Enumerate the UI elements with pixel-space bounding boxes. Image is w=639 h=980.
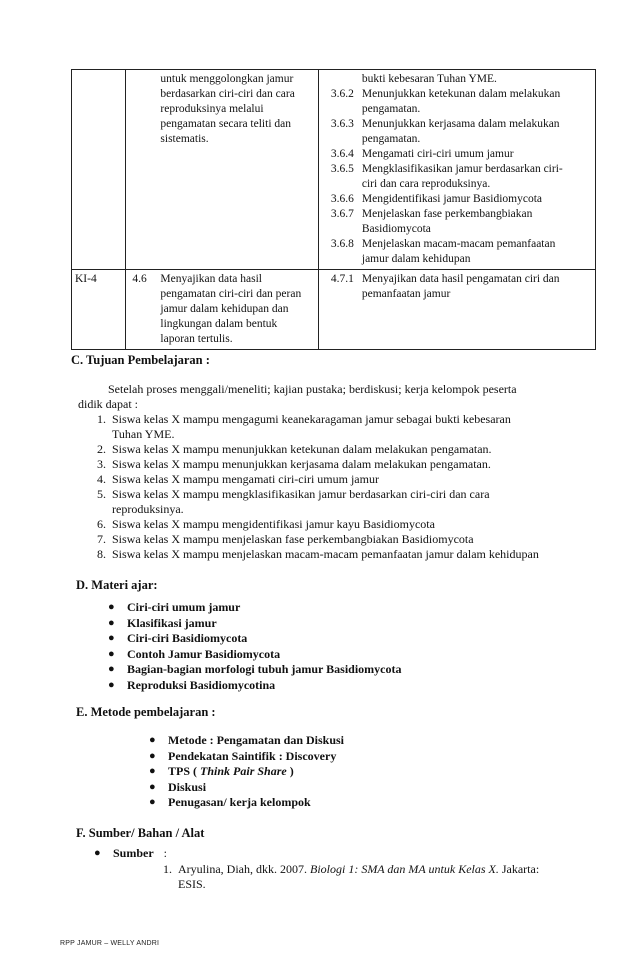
list-item: 6. Siswa kelas X mampu mengidentifikasi jamur kayu Basidiomycota	[97, 517, 435, 531]
bullet-icon: ●	[149, 780, 156, 793]
bullet-icon: ●	[108, 647, 115, 660]
list-item: 5. Siswa kelas X mampu mengklasifikasikan jamur berdasarkan ciri-ciri dan cara reproduksinya.	[97, 487, 490, 516]
section-d-heading: D. Materi ajar:	[76, 578, 158, 592]
indicator-item: 3.6.8 Menjelaskan macam-macam pemanfaatan	[330, 238, 556, 250]
list-item: ● Penugasan/ kerja kelompok	[149, 795, 311, 809]
sources-label: Sumber	[113, 846, 154, 860]
list-item: ● Ciri-ciri umum jamur	[108, 600, 241, 614]
bullet-icon: ●	[108, 632, 115, 644]
bullet-icon: ●	[108, 663, 115, 675]
kd-line: pengamatan ciri-ciri dan peran	[160, 288, 302, 300]
kd-line: lingkungan dalam bentuk	[160, 318, 278, 330]
indicator-item: 3.6.4 Mengamati ciri-ciri umum jamur	[330, 148, 514, 160]
list-item: ● Bagian-bagian morfologi tubuh jamur Basidiomycota	[108, 662, 402, 676]
list-item: 4. Siswa kelas X mampu mengamati ciri-ciri umum jamur	[97, 472, 379, 486]
list-item: ● Contoh Jamur Basidiomycota	[108, 646, 281, 661]
list-item: 7. Siswa kelas X mampu menjelaskan fase perkembangbiakan Basidiomycota	[97, 532, 474, 546]
bullet-icon: ●	[108, 616, 115, 629]
section-c-intro-cont: didik dapat :	[78, 397, 138, 411]
sources-bullet: ● Sumber :	[94, 846, 168, 860]
reference-item: 1. Aryulina, Diah, dkk. 2007. Biologi 1: SMA dan MA untuk Kelas X. Jakarta: ESIS.	[163, 862, 540, 891]
kd-line: reproduksinya melalui	[160, 103, 264, 115]
kd-line: untuk menggolongkan jamur	[160, 73, 294, 85]
materials-list	[108, 600, 588, 693]
kd-line: Menyajikan data hasil	[160, 273, 262, 285]
kd-cell	[126, 70, 318, 270]
indicator-item: 3.6.7 Menjelaskan fase perkembangbiakan	[330, 208, 533, 220]
list-item: ● Diskusi	[149, 779, 207, 794]
table-row	[72, 70, 596, 270]
kd-line: berdasarkan ciri-ciri dan cara	[160, 88, 295, 100]
learning-objectives-list	[84, 412, 604, 562]
bullet-icon: ●	[149, 765, 156, 777]
bullet-icon: ●	[108, 678, 115, 691]
list-item: ● Klasifikasi jamur	[108, 615, 217, 630]
section-e-heading: E. Metode pembelajaran :	[76, 705, 216, 719]
section-c-heading: C. Tujuan Pembelajaran :	[71, 353, 210, 367]
list-item: 2. Siswa kelas X mampu menunjukkan ketekunan dalam melakukan pengamatan.	[97, 442, 492, 456]
methods-list	[149, 733, 589, 811]
ki-cell	[72, 70, 126, 270]
page-footer: RPP JAMUR – WELLY ANDRI	[60, 940, 160, 947]
indicator-item: 3.6.5 Mengklasifikasikan jamur berdasarkan ciri-	[330, 163, 563, 175]
list-item: ● Pendekatan Saintifik : Discovery	[149, 748, 337, 763]
bullet-icon: ●	[108, 601, 115, 613]
bullet-icon: ●	[149, 796, 156, 808]
ki-cell: KI-4	[72, 270, 126, 350]
table-row	[72, 270, 596, 350]
kd-line: pengamatan secara teliti dan	[160, 118, 291, 130]
indicator-item: bukti kebesaran Tuhan YME.	[361, 73, 497, 85]
kd-number: 4.6	[132, 273, 147, 285]
list-item: ● Ciri-ciri Basidiomycota	[108, 631, 248, 645]
list-item: ● Metode : Pengamatan dan Diskusi	[149, 733, 345, 747]
indicator-item: 3.6.2 Menunjukkan ketekunan dalam melakukan	[330, 88, 561, 100]
section-c-intro: Setelah proses menggali/meneliti; kajian pustaka; berdiskusi; kerja kelompok peserta	[108, 382, 517, 396]
kd-line: jamur dalam kehidupan dan	[160, 303, 289, 315]
competency-table	[71, 69, 596, 350]
bullet-icon: ●	[149, 734, 156, 746]
kd-cell	[126, 270, 318, 350]
bullet-icon: ●	[149, 749, 156, 762]
section-f-heading: F. Sumber/ Bahan / Alat	[76, 826, 205, 840]
list-item: 3. Siswa kelas X mampu menunjukkan kerjasama dalam melakukan pengamatan.	[97, 457, 491, 471]
indicator-item: 3.6.6 Mengidentifikasi jamur Basidiomycota	[330, 193, 543, 205]
list-item: 8. Siswa kelas X mampu menjelaskan macam-macam pemanfaatan jamur dalam kehidupan	[97, 547, 539, 561]
indicator-item: 3.6.3 Menunjukkan kerjasama dalam melakukan	[330, 118, 560, 130]
indicator-item: 4.7.1 Menyajikan data hasil pengamatan ciri dan	[330, 273, 560, 285]
bullet-icon: ●	[94, 847, 101, 859]
list-item: ● TPS ( Think Pair Share )	[149, 764, 294, 778]
list-item: ● Reproduksi Basidiomycotina	[108, 677, 276, 692]
indicator-cell: 4.7.1 Menyajikan data hasil pengamatan ciri dan pemanfaatan jamur	[318, 270, 595, 350]
kd-line: sistematis.	[160, 133, 209, 145]
kd-line: laporan tertulis.	[160, 333, 233, 345]
indicator-cell: bukti kebesaran Tuhan YME. 3.6.2 Menunjukkan ketekunan dalam melakukan pengamatan. 3.6.3 Menunjukkan kerjasama dalam melakukan pengamatan. 3.6.4 Mengamati ciri-ciri umum jamur 3.6.5 Mengklasifikasikan jamur berdasarkan ciri- ciri dan cara reproduksinya. 3.6.6 Mengidentifikasi jamur Basidiomycota 3.6.7 Menjelaskan fase perkembangbiakan Basidiomycota 3.6.8 Menjelaskan macam-macam pemanfaatan jamur dalam kehidupan	[318, 70, 595, 270]
list-item: 1. Siswa kelas X mampu mengagumi keanekaragaman jamur sebagai bukti kebesaran Tuhan YME.	[97, 412, 511, 441]
